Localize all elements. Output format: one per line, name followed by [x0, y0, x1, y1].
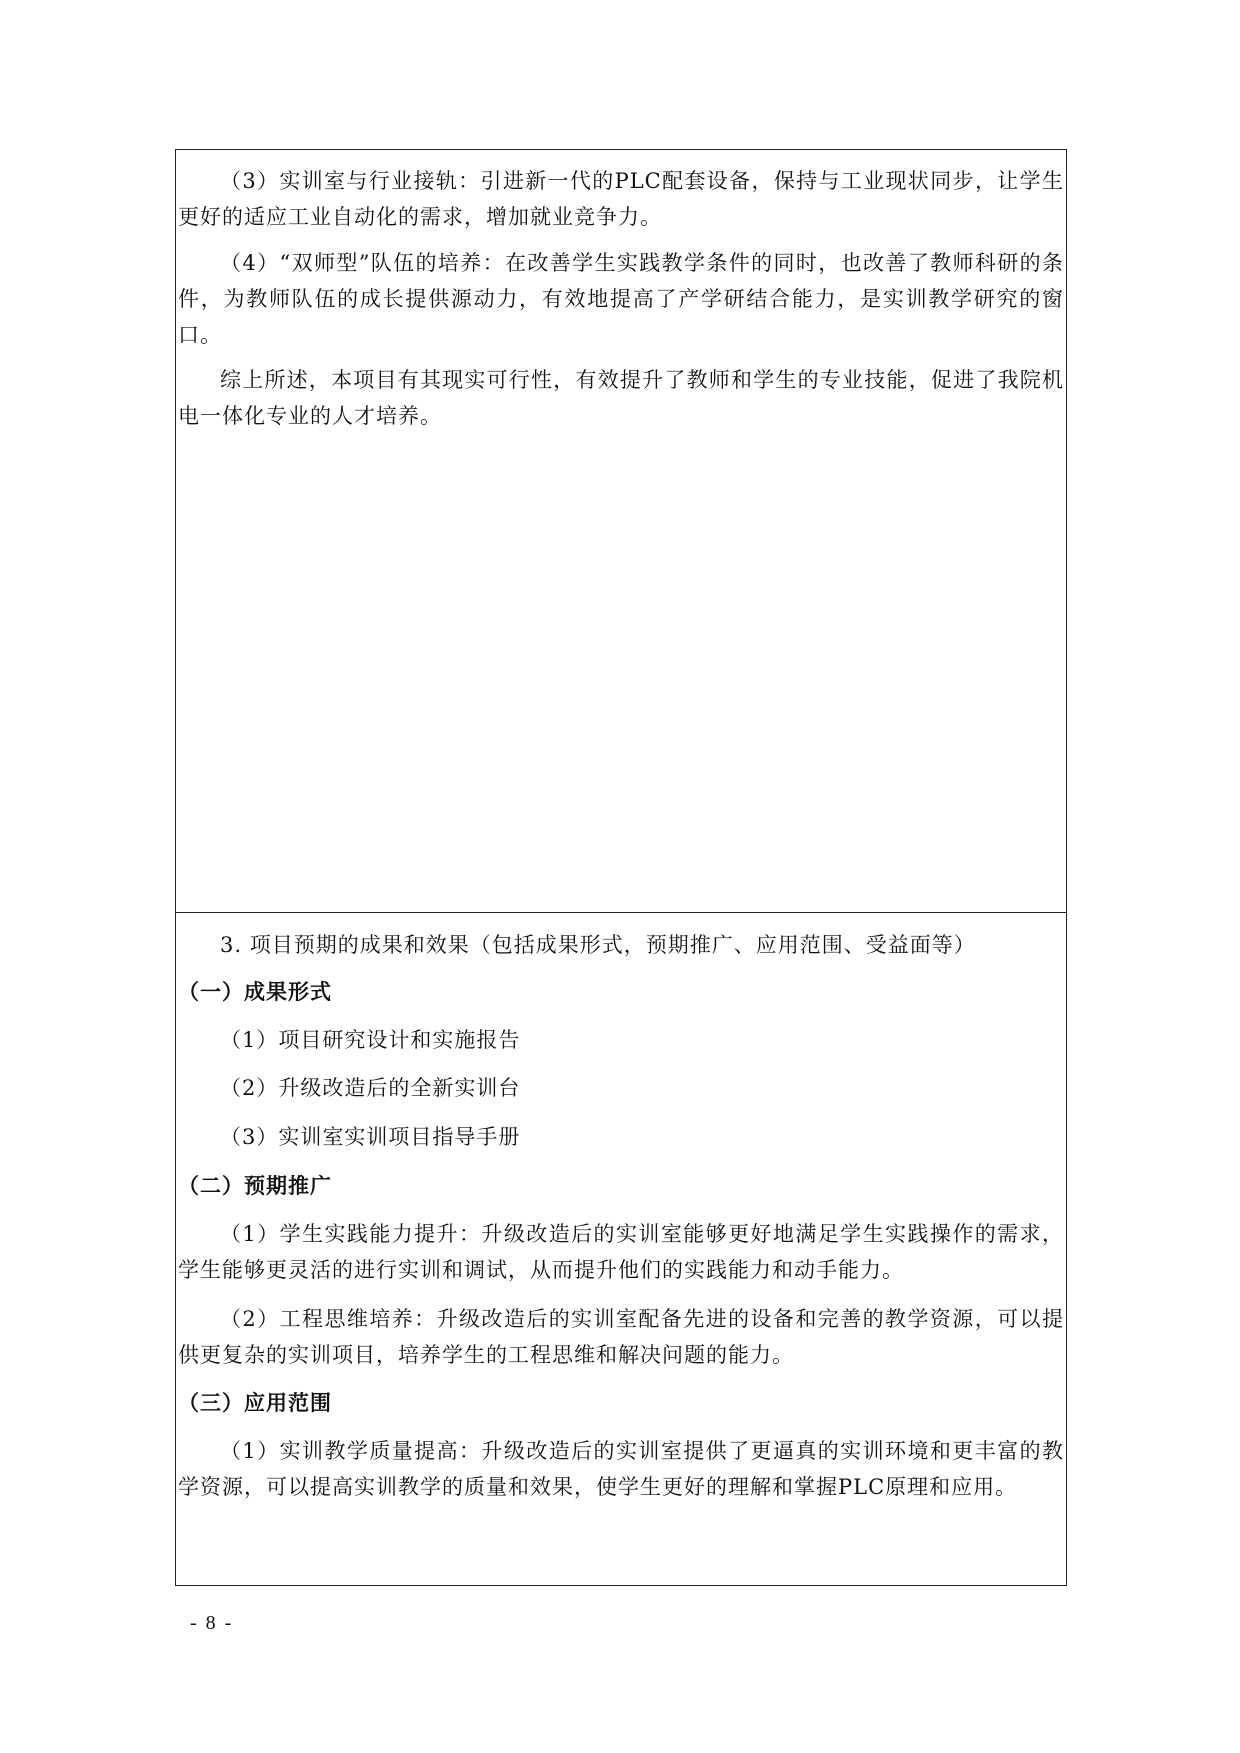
heading-result-forms: （一）成果形式	[178, 979, 332, 1004]
paragraph-dual-teacher-training: （4）“双师型”队伍的培养：在改善学生实践教学条件的同时，也改善了教师科研的条件，为教师队伍的成长提供源动力，有效地提高了产学研结合能力，是实训教学研究的窗口。	[178, 251, 1064, 347]
paragraph-industry-alignment: （3）实训室与行业接轨：引进新一代的PLC配套设备，保持与工业现状同步，让学生更好的适应工业自动化的需求，增加就业竞争力。	[178, 169, 1064, 229]
section-title: 3. 项目预期的成果和效果（包括成果形式，预期推广、应用范围、受益面等）	[220, 933, 976, 957]
list-item: （3）实训室实训项目指导手册	[220, 1125, 521, 1149]
paragraph-teaching-quality: （1）实训教学质量提高：升级改造后的实训室提供了更逼真的实训环境和更丰富的教学资源，可以提高实训教学的质量和效果，使学生更好的理解和掌握PLC原理和应用。	[178, 1439, 1064, 1499]
list-item: （1）项目研究设计和实施报告	[220, 1028, 521, 1052]
table-cell-expected-results	[175, 912, 1067, 1586]
list-item: （2）升级改造后的全新实训台	[220, 1076, 521, 1100]
paragraph-practice-ability: （1）学生实践能力提升：升级改造后的实训室能够更好地满足学生实践操作的需求，学生能够更灵活的进行实训和调试，从而提升他们的实践能力和动手能力。	[178, 1222, 1064, 1282]
page-number: - 8 -	[190, 1612, 234, 1634]
heading-application-scope: （三）应用范围	[178, 1390, 332, 1415]
paragraph-engineering-thinking: （2）工程思维培养：升级改造后的实训室配备先进的设备和完善的教学资源，可以提供更复杂的实训项目，培养学生的工程思维和解决问题的能力。	[178, 1307, 1064, 1367]
table-cell-feasibility	[175, 149, 1067, 913]
heading-expected-promotion: （二）预期推广	[178, 1173, 332, 1198]
paragraph-summary: 综上所述，本项目有其现实可行性，有效提升了教师和学生的专业技能，促进了我院机电一体化专业的人才培养。	[178, 368, 1064, 428]
